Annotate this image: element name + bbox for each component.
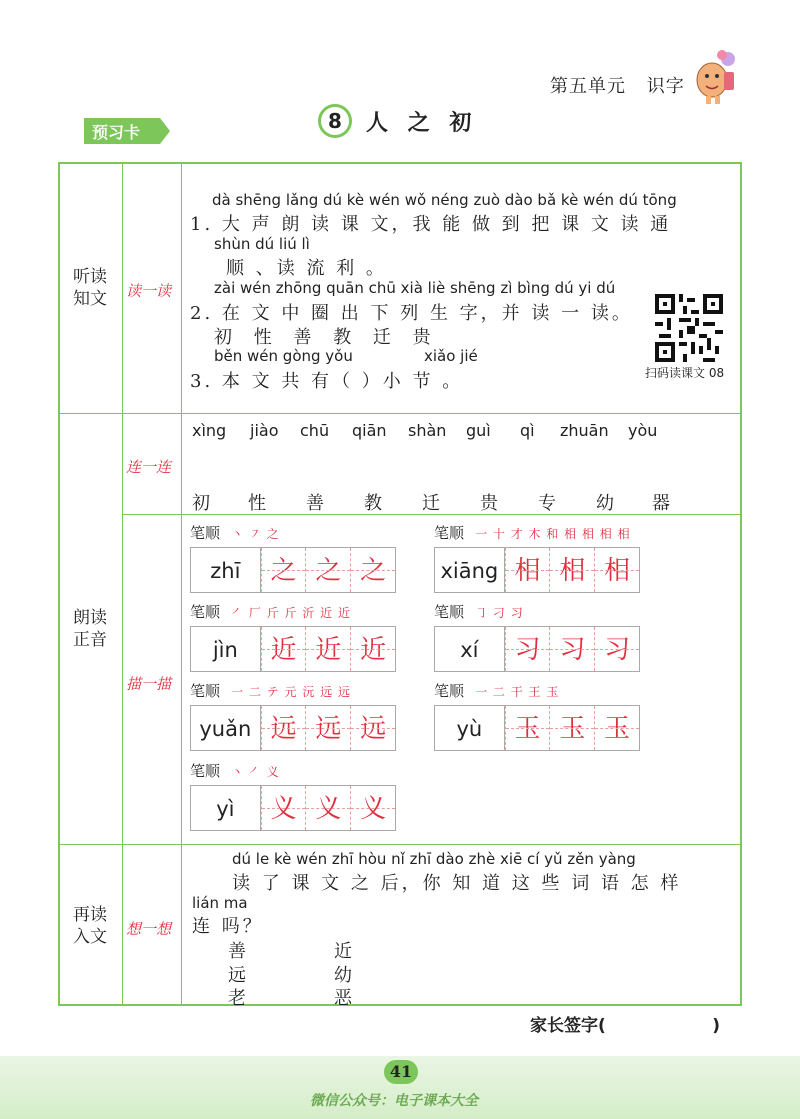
trace-char[interactable]: 相 (549, 548, 594, 592)
unit-header (550, 72, 685, 98)
qr-caption: 扫码读课文 08 (645, 366, 725, 380)
tracing-grid[interactable] (434, 626, 640, 672)
match-pinyin: guì (466, 421, 491, 440)
page-number-badge (384, 1060, 418, 1084)
match-pinyin: jiào (250, 421, 279, 440)
task2-line: 2. 在 文 中 圈 出 下 列 生 字，并 读 一 读。 (190, 303, 633, 324)
match-char: 贵 (480, 493, 498, 514)
trace-char[interactable]: 远 (350, 706, 395, 750)
task1-line-2: 顺 、读 流 利 。 (226, 258, 387, 279)
section-listen-label: 听读 知文 (73, 267, 107, 309)
grid-pinyin: yuǎn (191, 706, 261, 750)
tracing-grid[interactable] (190, 705, 396, 751)
sub-label-duyidu: 读一读 (126, 282, 172, 300)
match-pinyin: qiān (352, 421, 387, 440)
tracing-grid[interactable] (190, 626, 396, 672)
tag-label: 预习卡 (92, 123, 141, 142)
think-pinyin-2: lián ma (192, 894, 248, 912)
task1-pinyin-1: dà shēng lǎng dú kè wén wǒ néng zuò dào bǎ kè wén dú tōng (212, 191, 677, 209)
match-pinyin: qì (520, 421, 535, 440)
preview-tag (82, 116, 172, 146)
trace-item-yi (190, 760, 280, 781)
trace-char[interactable]: 之 (261, 548, 306, 592)
match-char: 迁 (422, 493, 440, 514)
match-char: 教 (364, 493, 382, 514)
lesson-number: 8 (328, 109, 342, 133)
stroke-order-label: 笔顺 (190, 682, 221, 700)
match-char: 器 (652, 493, 670, 514)
stroke-sequence: 一 二 干 王 玉 (475, 685, 560, 699)
trace-char[interactable]: 相 (505, 548, 550, 592)
trace-char[interactable]: 远 (305, 706, 350, 750)
trace-item-yu (434, 680, 559, 701)
word-pair-right: 恶 (334, 988, 352, 1009)
section-reread-label: 再读 入文 (73, 905, 107, 947)
trace-char[interactable]: 相 (594, 548, 639, 592)
match-pinyin: chū (300, 421, 330, 440)
sub-label-xiangyixiang: 想一想 (126, 920, 172, 938)
trace-char[interactable]: 习 (594, 627, 639, 671)
stroke-sequence: ㇒ 厂 斤 斤 沂 近 近 (231, 606, 351, 620)
lesson-title: 人 之 初 (366, 110, 478, 136)
tracing-grid[interactable] (434, 547, 640, 593)
stroke-sequence: 一 十 才 木 和 相 相 相 相 (475, 527, 631, 541)
match-pinyin: shàn (408, 421, 447, 440)
think-pinyin-1: dú le kè wén zhī hòu nǐ zhī dào zhè xiē cí yǔ zěn yàng (232, 850, 636, 868)
trace-char[interactable]: 之 (350, 548, 395, 592)
grid-pinyin: zhī (191, 548, 261, 592)
trace-char[interactable]: 玉 (549, 706, 594, 750)
match-char: 初 (192, 493, 210, 514)
word-pair-left: 老 (228, 988, 246, 1009)
stroke-order-label: 笔顺 (434, 524, 465, 542)
match-pinyin: xìng (192, 421, 227, 440)
section-read-label: 朗读 正音 (73, 608, 107, 650)
task2-pinyin: zài wén zhōng quān chū xià liè shēng zì bìng dú yi dú (214, 279, 616, 297)
match-char: 专 (538, 493, 556, 514)
sub-label-lianyilian: 连一连 (126, 458, 172, 476)
stroke-order-label: 笔顺 (190, 524, 221, 542)
trace-char[interactable]: 玉 (594, 706, 639, 750)
trace-char[interactable]: 义 (261, 786, 306, 830)
grid-pinyin: jìn (191, 627, 261, 671)
word-pair-right: 近 (334, 941, 352, 962)
word-pair-right: 幼 (334, 965, 352, 986)
match-char: 善 (306, 493, 324, 514)
trace-char[interactable]: 习 (549, 627, 594, 671)
word-pair-left: 远 (228, 965, 246, 986)
grid-pinyin: xiāng (435, 548, 505, 592)
think-line-1: 读 了 课 文 之 后，你 知 道 这 些 词 语 怎 样 (232, 873, 682, 894)
task1-pinyin-2: shùn dú liú lì (214, 235, 310, 253)
stroke-order-label: 笔顺 (190, 603, 221, 621)
trace-char[interactable]: 习 (505, 627, 550, 671)
tracing-grid[interactable] (190, 785, 396, 831)
stroke-sequence: 一 二 テ 元 沅 远 远 (231, 685, 351, 699)
grid-pinyin: yù (435, 706, 505, 750)
task1-line-1: 1. 大 声 朗 读 课 文，我 能 做 到 把 课 文 读 通 (190, 214, 672, 235)
lesson-number-badge (318, 104, 352, 138)
unit-label: 第五单元 (550, 76, 626, 97)
match-pinyin: zhuān (560, 421, 609, 440)
mascot-icon (690, 50, 740, 106)
parent-signature-field[interactable]: 家长签字( ) (530, 1016, 721, 1036)
match-char: 性 (248, 493, 266, 514)
stroke-sequence: 丶 ㇒ 义 (231, 765, 280, 779)
trace-item-jin (190, 601, 351, 622)
think-line-2: 连 吗？ (192, 916, 264, 937)
trace-char[interactable]: 近 (305, 627, 350, 671)
match-char-row (190, 489, 670, 515)
trace-char[interactable]: 远 (261, 706, 306, 750)
trace-item-yuan (190, 680, 351, 701)
grid-pinyin: yì (191, 786, 261, 830)
footer-text: 微信公众号：电子课本大全 (310, 1093, 478, 1109)
trace-char[interactable]: 近 (261, 627, 306, 671)
word-pair-left: 善 (228, 941, 246, 962)
section-label: 识字 (646, 76, 685, 97)
match-pinyin-row (190, 421, 670, 445)
grid-pinyin: xí (435, 627, 505, 671)
qr-code-icon[interactable] (655, 294, 723, 362)
task3-pinyin-a: běn wén gòng yǒu (214, 347, 353, 365)
trace-char[interactable]: 之 (305, 548, 350, 592)
sub-label-miaoyimiao: 描一描 (126, 675, 172, 693)
trace-char[interactable]: 近 (350, 627, 395, 671)
page-number: 41 (389, 1062, 413, 1081)
trace-char[interactable]: 义 (305, 786, 350, 830)
task3-line: 3. 本 文 共 有（ ）小 节 。 (190, 371, 464, 392)
stroke-order-label: 笔顺 (434, 603, 465, 621)
task2-chars: 初 性 善 教 迁 贵 (214, 327, 439, 348)
tracing-grid[interactable] (190, 547, 396, 593)
trace-char[interactable]: 义 (350, 786, 395, 830)
stroke-order-label: 笔顺 (434, 682, 465, 700)
match-pinyin: yòu (628, 421, 658, 440)
trace-char[interactable]: 玉 (505, 706, 550, 750)
trace-item-xi (434, 601, 524, 622)
trace-item-zhi (190, 522, 280, 543)
tracing-grid[interactable] (434, 705, 640, 751)
stroke-sequence: 丶 ㇇ 之 (231, 527, 280, 541)
stroke-sequence: ㇆ 刁 习 (475, 606, 524, 620)
task3-pinyin-b: xiǎo jié (424, 347, 478, 365)
match-char: 幼 (596, 493, 614, 514)
stroke-order-label: 笔顺 (190, 762, 221, 780)
trace-item-xiang (434, 522, 631, 543)
